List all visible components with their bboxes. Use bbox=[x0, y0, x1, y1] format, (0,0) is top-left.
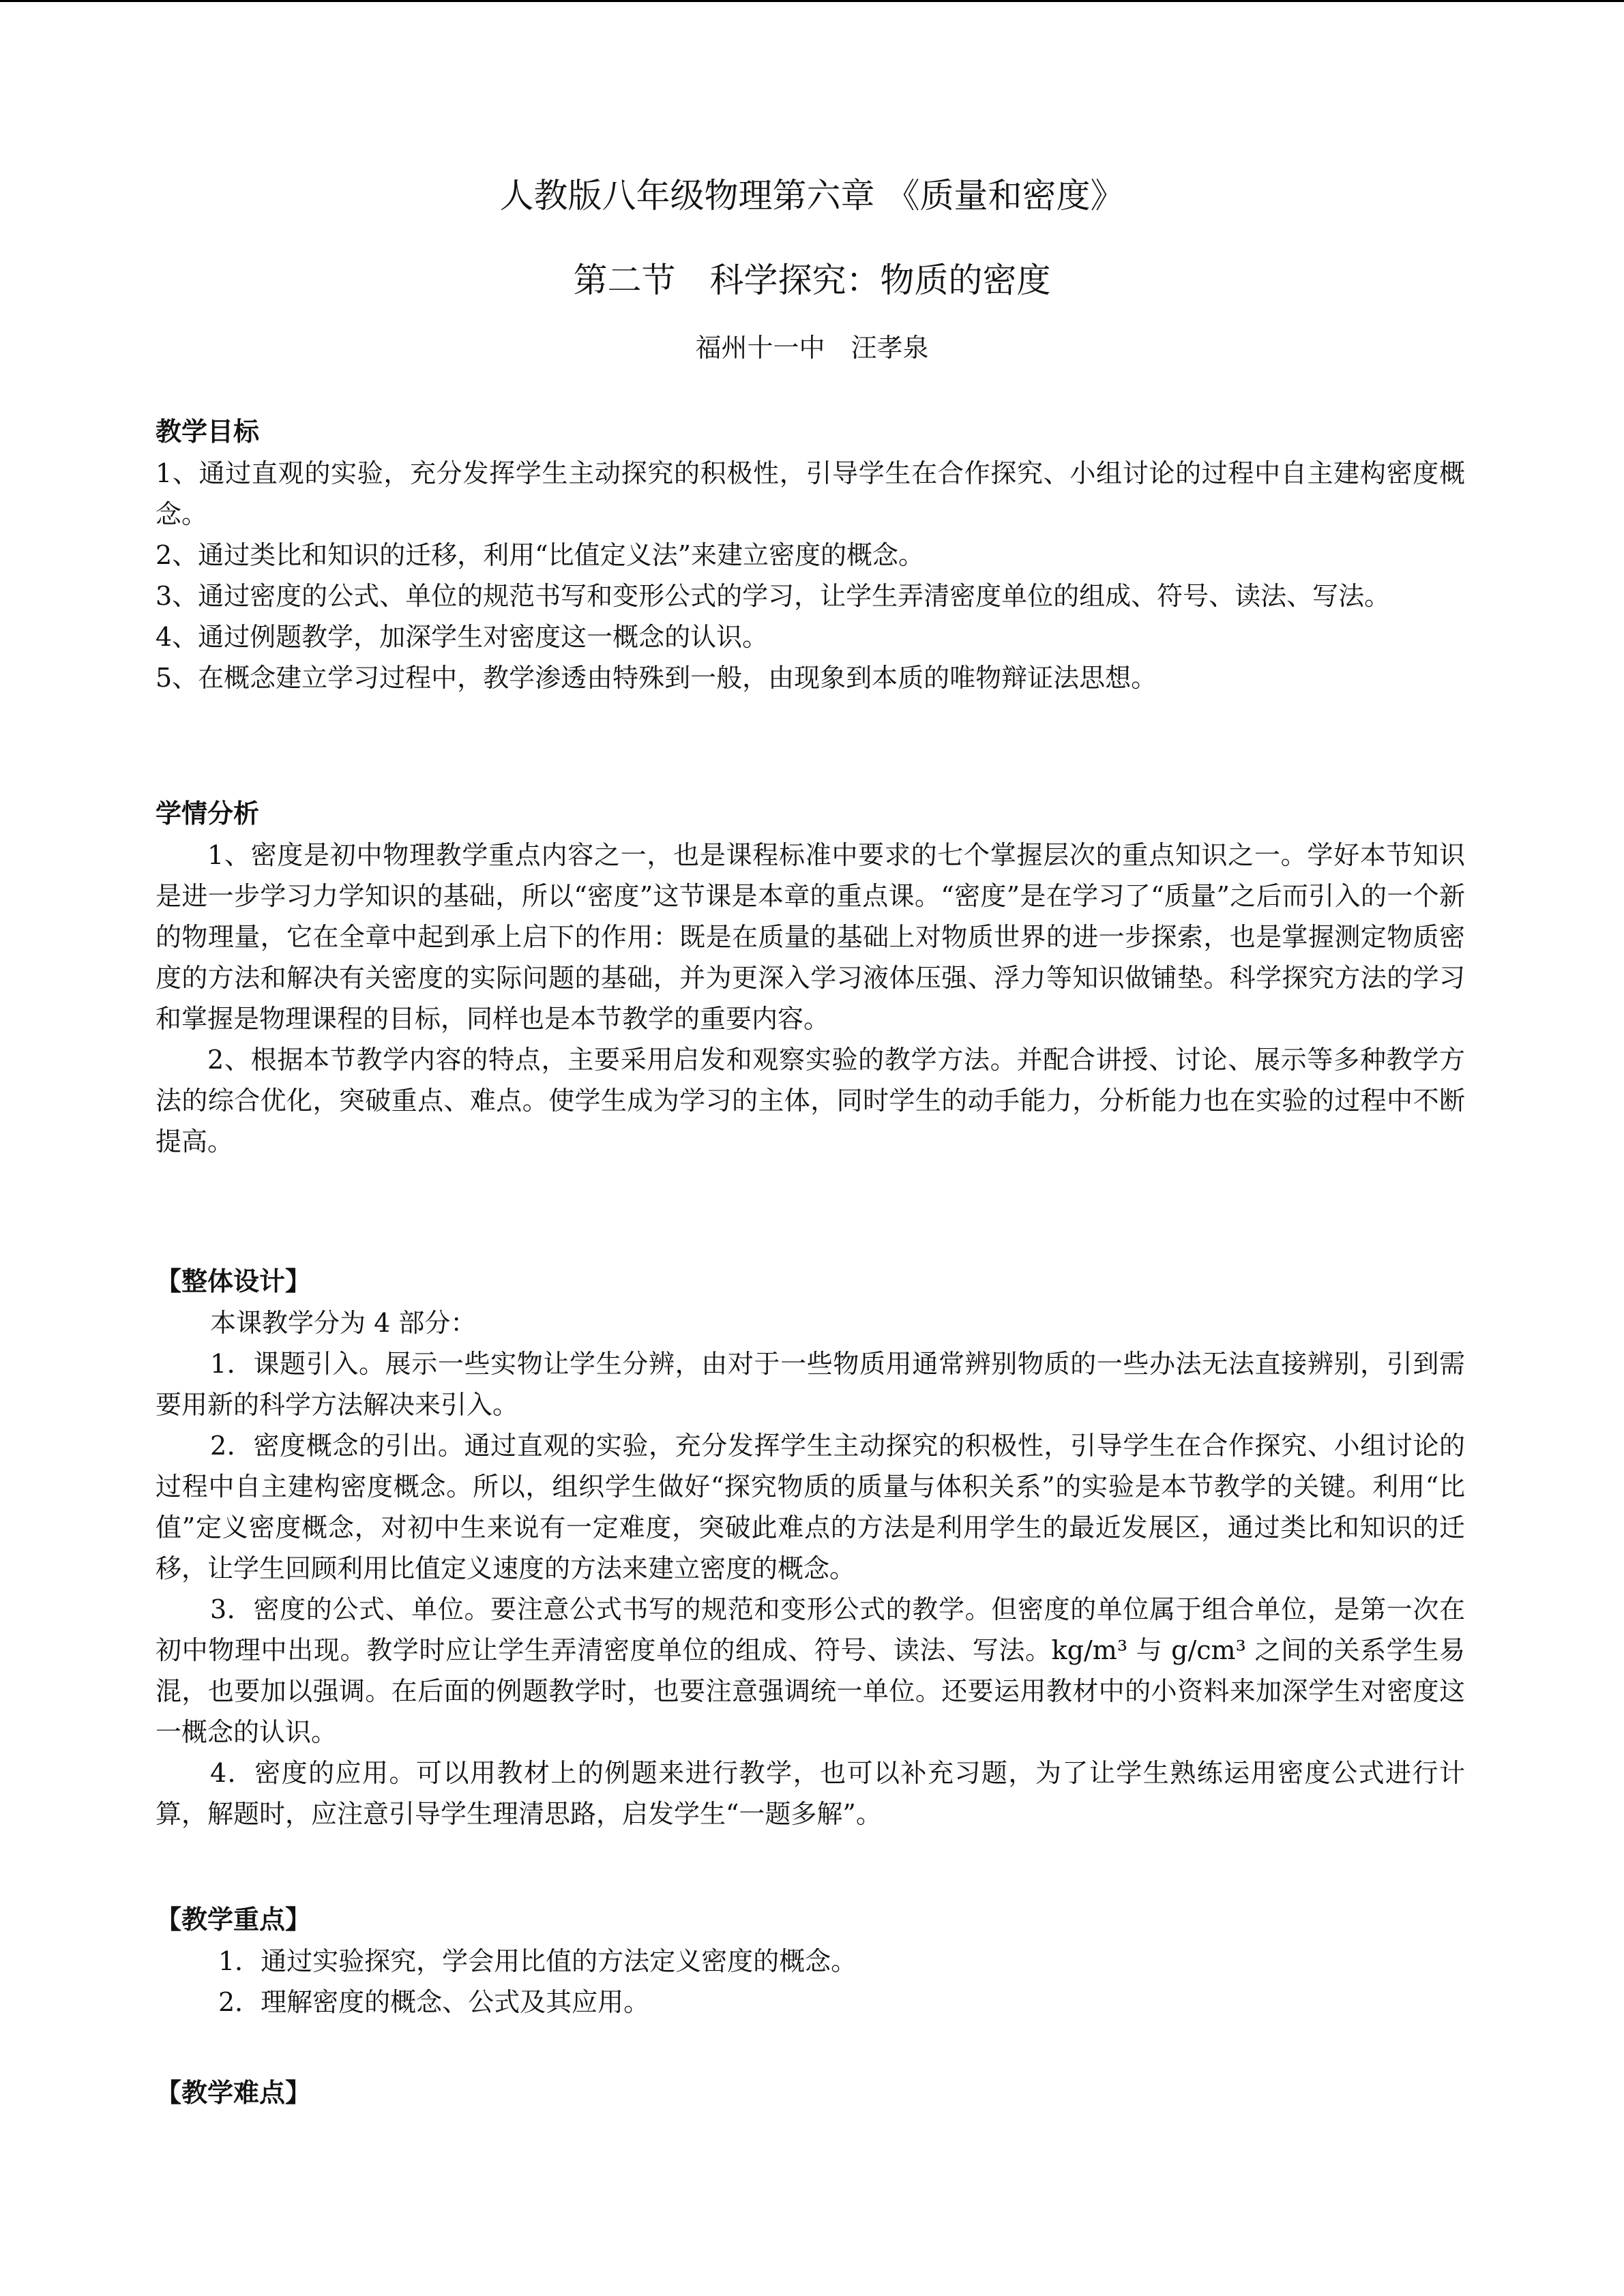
design-paragraph: 1．课题引入。展示一些实物让学生分辨，由对于一些物质用通常辨别物质的一些办法无法直接辨别，引到需要用新的科学方法解决来引入。 bbox=[156, 1349, 1465, 1420]
design-heading: 【整体设计】 bbox=[156, 1266, 312, 1296]
analysis-paragraph: 2、根据本节教学内容的特点，主要采用启发和观察实验的教学方法。并配合讲授、讨论、展示等多种教学方法的综合优化，突破重点、难点。使学生成为学习的主体，同时学生的动手能力，分析能力也在实验的过程中不断提高。 bbox=[156, 1045, 1465, 1157]
author-line: 福州十一中 汪孝泉 bbox=[695, 333, 929, 363]
objective-item: 2、通过类比和知识的迁移，利用“比值定义法”来建立密度的概念。 bbox=[156, 540, 925, 570]
key-points-heading: 【教学重点】 bbox=[156, 1904, 312, 1935]
objectives-heading: 教学目标 bbox=[156, 416, 260, 447]
objective-item: 4、通过例题教学，加深学生对密度这一概念的认识。 bbox=[156, 622, 769, 652]
design-paragraph: 3．密度的公式、单位。要注意公式书写的规范和变形公式的教学。但密度的单位属于组合单位，是第一次在初中物理中出现。教学时应让学生弄清密度单位的组成、符号、读法、写法。kg/m³ 与 g/cm³ 之间的关系学生易混，也要加以强调。在后面的例题教学时，也要注意强调统一单位。还要运用教材中的小资料来加深学生对密度这一概念的认识。 bbox=[156, 1594, 1465, 1747]
top-border bbox=[0, 0, 1624, 2]
design-paragraph: 2．密度概念的引出。通过直观的实验，充分发挥学生主动探究的积极性，引导学生在合作探究、小组讨论的过程中自主建构密度概念。所以，组织学生做好“探究物质的质量与体积关系”的实验是本节教学的关键。利用“比值”定义密度概念，对初中生来说有一定难度，突破此难点的方法是利用学生的最近发展区，通过类比和知识的迁移，让学生回顾利用比值定义速度的方法来建立密度的概念。 bbox=[156, 1431, 1465, 1583]
objective-item: 5、在概念建立学习过程中，教学渗透由特殊到一般，由现象到本质的唯物辩证法思想。 bbox=[156, 663, 1157, 693]
objective-item: 1、通过直观的实验，充分发挥学生主动探究的积极性，引导学生在合作探究、小组讨论的过程中自主建构密度概念。 bbox=[156, 458, 1465, 529]
objectives-list bbox=[156, 453, 1465, 698]
analysis-paragraph: 1、密度是初中物理教学重点内容之一，也是课程标准中要求的七个掌握层次的重点知识之一。学好本节知识是进一步学习力学知识的基础，所以“密度”这节课是本章的重点课。“密度”是在学习了“质量”之后而引入的一个新的物理量，它在全章中起到承上启下的作用：既是在质量的基础上对物质世界的进一步探索，也是掌握测定物质密度的方法和解决有关密度的实际问题的基础，并为更深入学习液体压强、浮力等知识做铺垫。科学探究方法的学习和掌握是物理课程的目标，同样也是本节教学的重要内容。 bbox=[156, 840, 1465, 1034]
section-title: 第二节 科学探究：物质的密度 bbox=[573, 260, 1051, 300]
objective-item: 3、通过密度的公式、单位的规范书写和变形公式的学习，让学生弄清密度单位的组成、符号、读法、写法。 bbox=[156, 581, 1391, 611]
key-points-list bbox=[156, 1941, 1465, 2023]
design-paragraph: 4．密度的应用。可以用教材上的例题来进行教学，也可以补充习题，为了让学生熟练运用密度公式进行计算，解题时，应注意引导学生理清思路，启发学生“一题多解”。 bbox=[156, 1758, 1465, 1829]
design-body bbox=[156, 1302, 1465, 1834]
analysis-heading: 学情分析 bbox=[156, 798, 260, 829]
key-point-item: 2．理解密度的概念、公式及其应用。 bbox=[218, 1987, 650, 2017]
analysis-body bbox=[156, 835, 1465, 1162]
document-title: 人教版八年级物理第六章 《质量和密度》 bbox=[499, 176, 1125, 215]
design-intro: 本课教学分为 4 部分： bbox=[210, 1308, 477, 1338]
difficulties-heading: 【教学难点】 bbox=[156, 2077, 312, 2108]
key-point-item: 1．通过实验探究，学会用比值的方法定义密度的概念。 bbox=[218, 1946, 857, 1976]
